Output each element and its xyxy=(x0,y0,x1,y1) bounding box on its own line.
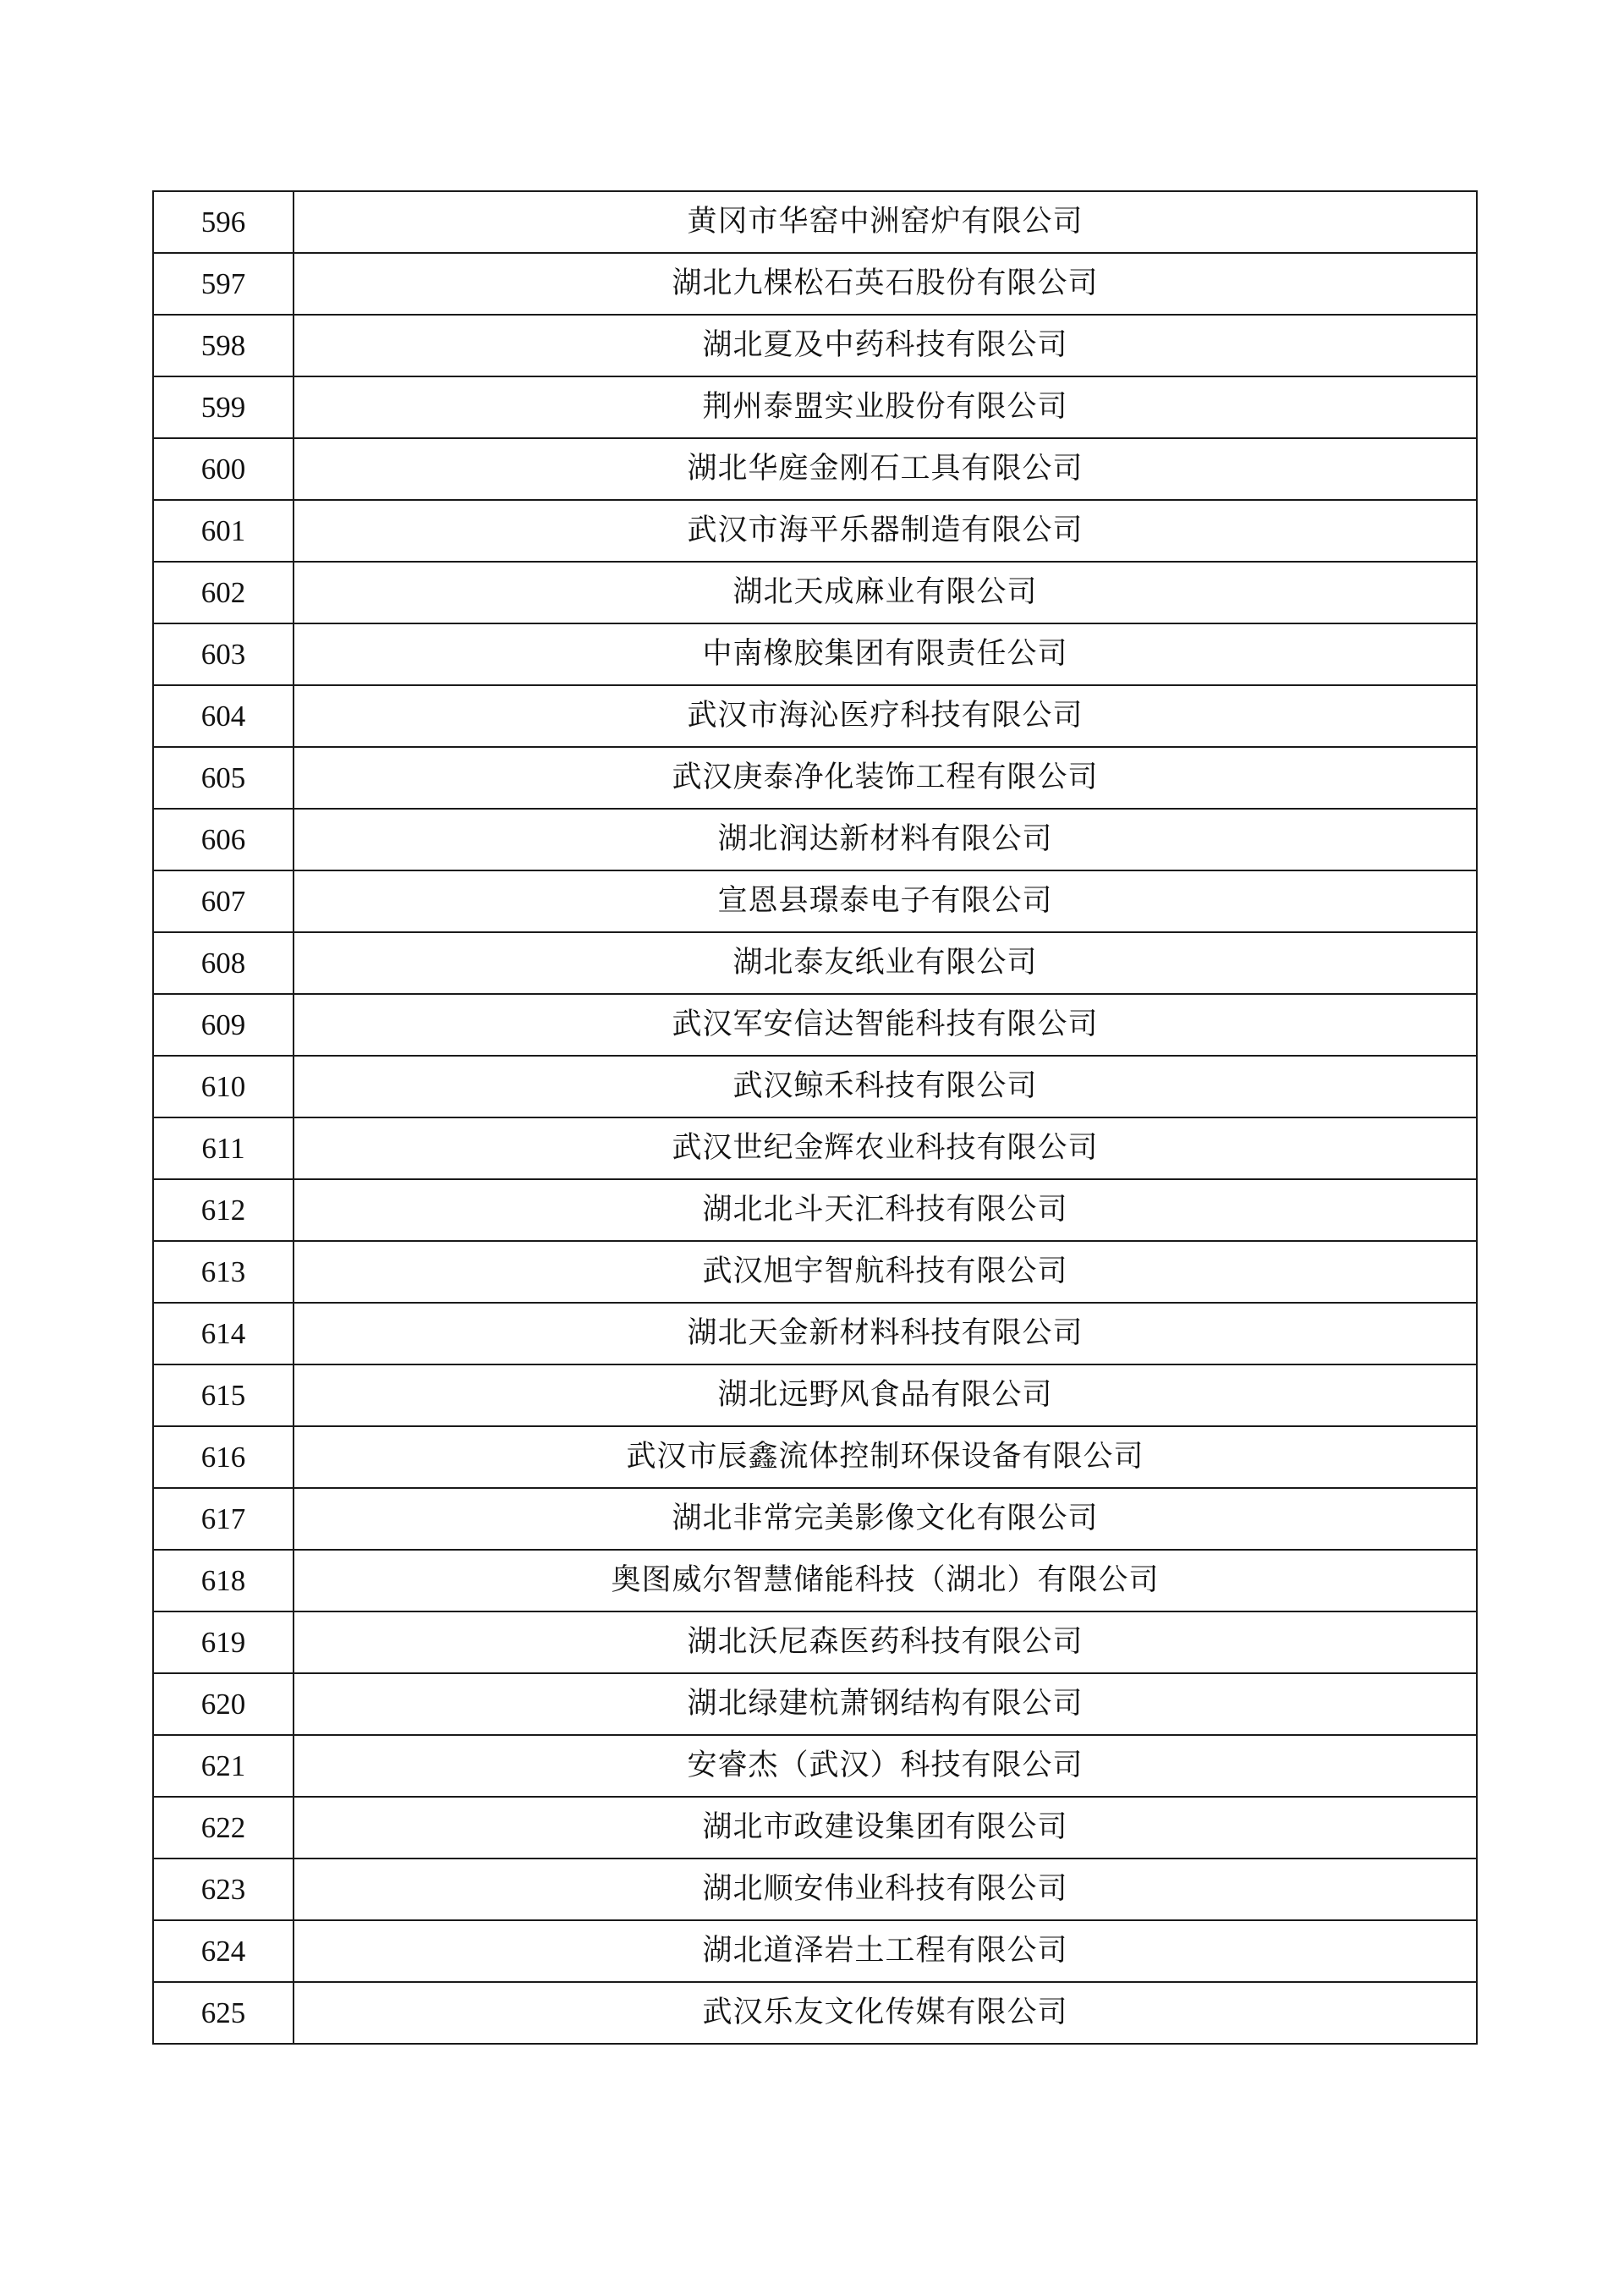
company-name-cell: 武汉旭宇智航科技有限公司 xyxy=(294,1241,1477,1303)
table-row xyxy=(153,191,1477,253)
company-name-cell: 武汉市辰鑫流体控制环保设备有限公司 xyxy=(294,1426,1477,1488)
row-number-cell: 609 xyxy=(153,994,294,1056)
table-row xyxy=(153,1982,1477,2044)
company-list-body xyxy=(153,191,1477,2044)
row-number-cell: 617 xyxy=(153,1488,294,1550)
row-number-cell: 616 xyxy=(153,1426,294,1488)
table-row xyxy=(153,562,1477,623)
row-number-cell: 601 xyxy=(153,500,294,562)
company-name-cell: 奥图威尔智慧储能科技（湖北）有限公司 xyxy=(294,1550,1477,1611)
table-row xyxy=(153,1859,1477,1920)
company-name-cell: 湖北远野风食品有限公司 xyxy=(294,1364,1477,1426)
row-number-cell: 610 xyxy=(153,1056,294,1117)
company-name-cell: 湖北九棵松石英石股份有限公司 xyxy=(294,253,1477,315)
row-number-cell: 614 xyxy=(153,1303,294,1364)
company-name-cell: 武汉世纪金辉农业科技有限公司 xyxy=(294,1117,1477,1179)
company-name-cell: 湖北夏及中药科技有限公司 xyxy=(294,315,1477,376)
company-name-cell: 武汉军安信达智能科技有限公司 xyxy=(294,994,1477,1056)
company-name-cell: 湖北道泽岩土工程有限公司 xyxy=(294,1920,1477,1982)
table-row xyxy=(153,1611,1477,1673)
row-number-cell: 615 xyxy=(153,1364,294,1426)
table-row xyxy=(153,809,1477,870)
table-row xyxy=(153,376,1477,438)
company-name-cell: 武汉庚泰净化装饰工程有限公司 xyxy=(294,747,1477,809)
table-row xyxy=(153,1056,1477,1117)
table-row xyxy=(153,932,1477,994)
row-number-cell: 623 xyxy=(153,1859,294,1920)
table-row xyxy=(153,315,1477,376)
table-row xyxy=(153,1920,1477,1982)
table-row xyxy=(153,870,1477,932)
company-name-cell: 湖北润达新材料有限公司 xyxy=(294,809,1477,870)
row-number-cell: 619 xyxy=(153,1611,294,1673)
company-name-cell: 湖北非常完美影像文化有限公司 xyxy=(294,1488,1477,1550)
company-name-cell: 中南橡胶集团有限责任公司 xyxy=(294,623,1477,685)
row-number-cell: 597 xyxy=(153,253,294,315)
row-number-cell: 618 xyxy=(153,1550,294,1611)
company-name-cell: 荆州泰盟实业股份有限公司 xyxy=(294,376,1477,438)
table-row xyxy=(153,1117,1477,1179)
row-number-cell: 607 xyxy=(153,870,294,932)
table-row xyxy=(153,500,1477,562)
row-number-cell: 613 xyxy=(153,1241,294,1303)
row-number-cell: 624 xyxy=(153,1920,294,1982)
table-row xyxy=(153,994,1477,1056)
table-row xyxy=(153,1673,1477,1735)
row-number-cell: 611 xyxy=(153,1117,294,1179)
row-number-cell: 622 xyxy=(153,1797,294,1859)
row-number-cell: 606 xyxy=(153,809,294,870)
row-number-cell: 605 xyxy=(153,747,294,809)
company-name-cell: 湖北北斗天汇科技有限公司 xyxy=(294,1179,1477,1241)
row-number-cell: 604 xyxy=(153,685,294,747)
company-name-cell: 湖北绿建杭萧钢结构有限公司 xyxy=(294,1673,1477,1735)
table-row xyxy=(153,685,1477,747)
table-row xyxy=(153,1488,1477,1550)
table-row xyxy=(153,1797,1477,1859)
row-number-cell: 602 xyxy=(153,562,294,623)
company-name-cell: 宣恩县璟泰电子有限公司 xyxy=(294,870,1477,932)
company-name-cell: 湖北天金新材料科技有限公司 xyxy=(294,1303,1477,1364)
company-name-cell: 武汉鲸禾科技有限公司 xyxy=(294,1056,1477,1117)
table-row xyxy=(153,1426,1477,1488)
table-row xyxy=(153,1735,1477,1797)
company-name-cell: 湖北市政建设集团有限公司 xyxy=(294,1797,1477,1859)
table-row xyxy=(153,1179,1477,1241)
table-row xyxy=(153,1364,1477,1426)
row-number-cell: 621 xyxy=(153,1735,294,1797)
row-number-cell: 596 xyxy=(153,191,294,253)
table-row xyxy=(153,747,1477,809)
row-number-cell: 625 xyxy=(153,1982,294,2044)
company-name-cell: 武汉乐友文化传媒有限公司 xyxy=(294,1982,1477,2044)
row-number-cell: 620 xyxy=(153,1673,294,1735)
company-name-cell: 湖北华庭金刚石工具有限公司 xyxy=(294,438,1477,500)
row-number-cell: 608 xyxy=(153,932,294,994)
row-number-cell: 603 xyxy=(153,623,294,685)
row-number-cell: 598 xyxy=(153,315,294,376)
company-name-cell: 黄冈市华窑中洲窑炉有限公司 xyxy=(294,191,1477,253)
row-number-cell: 600 xyxy=(153,438,294,500)
company-name-cell: 湖北沃尼森医药科技有限公司 xyxy=(294,1611,1477,1673)
table-row xyxy=(153,623,1477,685)
row-number-cell: 612 xyxy=(153,1179,294,1241)
company-name-cell: 湖北泰友纸业有限公司 xyxy=(294,932,1477,994)
company-name-cell: 安睿杰（武汉）科技有限公司 xyxy=(294,1735,1477,1797)
table-row xyxy=(153,253,1477,315)
company-name-cell: 湖北顺安伟业科技有限公司 xyxy=(294,1859,1477,1920)
company-name-cell: 湖北天成麻业有限公司 xyxy=(294,562,1477,623)
company-list-table xyxy=(152,190,1478,2045)
table-row xyxy=(153,1550,1477,1611)
company-name-cell: 武汉市海平乐器制造有限公司 xyxy=(294,500,1477,562)
table-row xyxy=(153,438,1477,500)
table-row xyxy=(153,1241,1477,1303)
company-name-cell: 武汉市海沁医疗科技有限公司 xyxy=(294,685,1477,747)
row-number-cell: 599 xyxy=(153,376,294,438)
table-row xyxy=(153,1303,1477,1364)
